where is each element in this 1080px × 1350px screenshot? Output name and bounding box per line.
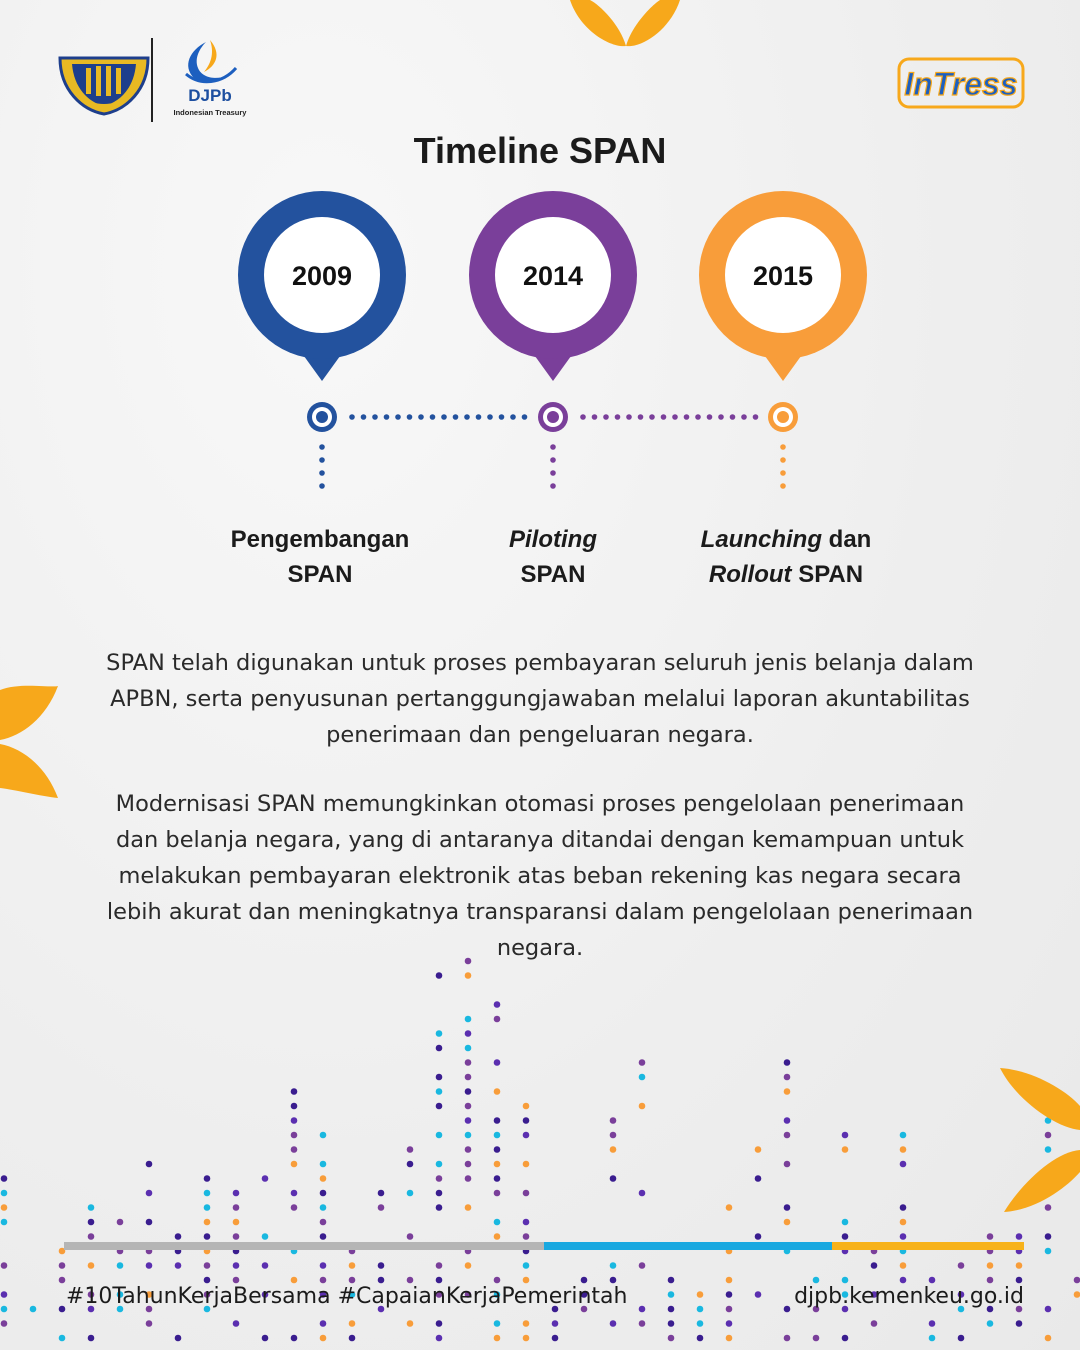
timeline-year-2015: 2015 [752, 261, 814, 291]
decor-dot [233, 1277, 240, 1284]
description-paragraph-2: Modernisasi SPAN memungkinkan otomasi proses pengelolaan penerimaan dan belanja negara, yang di antaranya ditandai dengan kemampuan untuk melakukan pembayaran elektronik atas beban rekening kas negara secara lebih akurat dan meningkatnya transparansi dalam pengelolaan penerimaan negara. [106, 791, 974, 961]
description-paragraph-1: SPAN telah digunakan untuk proses pembayaran seluruh jenis belanja dalam APBN, serta penyusunan pertanggungjawaban melalui laporan akuntabilitas penerimaan dan pengeluaran negara. [106, 650, 974, 748]
decor-dot [465, 1262, 472, 1269]
footer-bar-cyan [544, 1242, 832, 1250]
decor-dot [465, 1146, 472, 1153]
timeline-connector-dot [464, 414, 470, 420]
decor-dot [465, 1175, 472, 1182]
timeline-connector-dot [580, 414, 586, 420]
decor-dot [233, 1233, 240, 1240]
decor-dot [291, 1161, 298, 1168]
decor-dot [523, 1190, 530, 1197]
decor-dot [436, 1320, 443, 1327]
decor-dot [175, 1233, 182, 1240]
decor-dot [291, 1117, 298, 1124]
decor-dot [465, 1204, 472, 1211]
decor-dot [1045, 1306, 1052, 1313]
decor-dot [639, 1190, 646, 1197]
decor-dot [755, 1146, 762, 1153]
timeline-node-2009 [307, 402, 337, 432]
decor-dot [204, 1175, 211, 1182]
decor-dot [784, 1161, 791, 1168]
decor-dot [784, 1306, 791, 1313]
decor-dot [378, 1262, 385, 1269]
decor-dot [465, 1059, 472, 1066]
decor-dot [88, 1233, 95, 1240]
decor-dot [1074, 1277, 1080, 1284]
timeline-connector-dot [718, 414, 724, 420]
decor-dot [117, 1262, 124, 1269]
decor-dot [320, 1190, 327, 1197]
timeline-connector-dot [592, 414, 598, 420]
decor-dot [465, 1030, 472, 1037]
decor-dot [233, 1190, 240, 1197]
decor-dot [668, 1306, 675, 1313]
page-title: Timeline SPAN [413, 130, 667, 171]
decor-dot [842, 1146, 849, 1153]
decor-dot [233, 1204, 240, 1211]
decor-dot [639, 1103, 646, 1110]
timeline-node-2015 [768, 402, 798, 432]
decor-dot [842, 1132, 849, 1139]
decor-dot [291, 1088, 298, 1095]
decor-dot [987, 1262, 994, 1269]
milestone-label-2009: Pengembangan SPAN [230, 526, 410, 588]
decor-dot [436, 1204, 443, 1211]
decor-dot [204, 1277, 211, 1284]
djpb-logo-label: DJPb [188, 86, 232, 105]
decor-dot [842, 1335, 849, 1342]
decor-dot [59, 1335, 66, 1342]
decor-dot [494, 1335, 501, 1342]
decor-dot [929, 1277, 936, 1284]
timeline-dot [550, 444, 556, 450]
decor-dot [436, 1088, 443, 1095]
decor-dot [813, 1335, 820, 1342]
decor-dot [436, 1262, 443, 1269]
decor-dot [436, 1132, 443, 1139]
decor-dot [378, 1190, 385, 1197]
timeline-dot [550, 470, 556, 476]
decor-dot [175, 1262, 182, 1269]
timeline-connector-dot [707, 414, 713, 420]
decor-dot [291, 1132, 298, 1139]
decor-dot [494, 1132, 501, 1139]
decor-dot [465, 1132, 472, 1139]
decor-dot [291, 1204, 298, 1211]
timeline-connector-dot [672, 414, 678, 420]
decor-dot [494, 1059, 501, 1066]
timeline-connector-dot [430, 414, 436, 420]
timeline-pin-2009 [238, 191, 406, 381]
timeline-connector-dot [695, 414, 701, 420]
decor-dot [1, 1291, 8, 1298]
decor-dot [610, 1146, 617, 1153]
decor-dot [320, 1204, 327, 1211]
decor-dot [146, 1190, 153, 1197]
decor-dot [900, 1204, 907, 1211]
decor-dot [88, 1262, 95, 1269]
decor-dot [523, 1320, 530, 1327]
decor-dot [204, 1190, 211, 1197]
decor-dot [349, 1262, 356, 1269]
decor-dot [494, 1320, 501, 1327]
decor-dot [610, 1262, 617, 1269]
decor-dot [987, 1320, 994, 1327]
timeline-year-2014: 2014 [522, 261, 584, 291]
decor-dot [436, 972, 443, 979]
timeline-connector-dot [407, 414, 413, 420]
timeline-dot [780, 444, 786, 450]
decor-dot [523, 1117, 530, 1124]
decor-dot [291, 1103, 298, 1110]
decor-dot [668, 1335, 675, 1342]
decor-dot [900, 1219, 907, 1226]
decor-dot [349, 1335, 356, 1342]
decor-dot [900, 1262, 907, 1269]
decor-dot [378, 1204, 385, 1211]
decor-dot [523, 1262, 530, 1269]
decor-dot [30, 1306, 37, 1313]
decor-dot [726, 1277, 733, 1284]
decor-dot [436, 1074, 443, 1081]
decor-dot [755, 1175, 762, 1182]
decor-dot [610, 1320, 617, 1327]
timeline-connector-dot [510, 414, 516, 420]
decor-dot [59, 1262, 66, 1269]
decor-dot [465, 1074, 472, 1081]
leaf-right-icon [996, 1060, 1080, 1220]
decor-dot [668, 1320, 675, 1327]
decor-dot [262, 1175, 269, 1182]
timeline-dot [780, 457, 786, 463]
decor-dot [204, 1204, 211, 1211]
timeline-node-2014 [538, 402, 568, 432]
timeline-connector-dot [603, 414, 609, 420]
decor-dot [1, 1190, 8, 1197]
decor-dot [407, 1190, 414, 1197]
decor-dot [320, 1219, 327, 1226]
decor-dot [494, 1088, 501, 1095]
decor-dot [726, 1320, 733, 1327]
decor-dot [610, 1132, 617, 1139]
decor-dot [494, 1219, 501, 1226]
decor-dot [1045, 1335, 1052, 1342]
decor-dot [494, 1277, 501, 1284]
timeline-connector-dot [361, 414, 367, 420]
timeline-connector-dot [615, 414, 621, 420]
decor-dot [639, 1262, 646, 1269]
decor-dot [59, 1277, 66, 1284]
decor-dot [726, 1306, 733, 1313]
timeline-connector-dot [684, 414, 690, 420]
timeline-connector-dot [661, 414, 667, 420]
timeline-connector-dot [441, 414, 447, 420]
decor-dot [610, 1175, 617, 1182]
decor-dot [1, 1219, 8, 1226]
decor-dot [494, 1016, 501, 1023]
decor-dot [697, 1320, 704, 1327]
decor-dot [262, 1262, 269, 1269]
timeline-pin-2014 [469, 191, 637, 381]
decor-dot [88, 1335, 95, 1342]
decor-dot [291, 1146, 298, 1153]
decor-dot [465, 1103, 472, 1110]
decor-dot [1016, 1262, 1023, 1269]
decor-dot [1, 1306, 8, 1313]
decor-dot [639, 1320, 646, 1327]
decor-dot [697, 1291, 704, 1298]
decor-dot [929, 1320, 936, 1327]
decor-dot [784, 1074, 791, 1081]
decor-dot [842, 1233, 849, 1240]
intress-logo [896, 56, 1026, 110]
milestone-label-2015: Launching dan Rollout SPAN [700, 526, 872, 588]
decor-dot [552, 1335, 559, 1342]
decor-dot [1, 1204, 8, 1211]
timeline-connector-dot [453, 414, 459, 420]
decor-dot [784, 1117, 791, 1124]
decor-dot [407, 1320, 414, 1327]
timeline-dot [319, 470, 325, 476]
decor-dot [755, 1233, 762, 1240]
decor-dot [320, 1320, 327, 1327]
decor-dot [1, 1175, 8, 1182]
decor-dot [842, 1277, 849, 1284]
decor-dot [494, 1117, 501, 1124]
decor-dot [233, 1262, 240, 1269]
decor-dot [378, 1277, 385, 1284]
timeline-connector-dot [476, 414, 482, 420]
decor-dot [813, 1277, 820, 1284]
decor-dot [1074, 1291, 1080, 1298]
decor-dot [494, 1175, 501, 1182]
decor-dot [494, 1190, 501, 1197]
decor-dot [320, 1277, 327, 1284]
decor-dot [523, 1103, 530, 1110]
leaf-top-icon [560, 0, 690, 60]
decor-dot [523, 1277, 530, 1284]
decor-dot [639, 1306, 646, 1313]
timeline-connector-dot [626, 414, 632, 420]
decor-dot [929, 1335, 936, 1342]
decor-dot [291, 1335, 298, 1342]
decor-dot [639, 1074, 646, 1081]
decor-dot [436, 1103, 443, 1110]
decor-dot [436, 1161, 443, 1168]
timeline-connector-dot [487, 414, 493, 420]
decor-dot [1016, 1277, 1023, 1284]
decor-dot [320, 1233, 327, 1240]
decor-dot [349, 1277, 356, 1284]
decor-dot [523, 1219, 530, 1226]
decor-dot [726, 1291, 733, 1298]
timeline-connector-dot [730, 414, 736, 420]
decor-dot [88, 1219, 95, 1226]
decor-dot [871, 1262, 878, 1269]
timeline-connector-dot [649, 414, 655, 420]
decor-dot [407, 1146, 414, 1153]
leaf-left-icon [0, 678, 62, 806]
decor-dot [465, 1016, 472, 1023]
timeline-dot [319, 457, 325, 463]
decor-dot [755, 1291, 762, 1298]
timeline-connector-dot [372, 414, 378, 420]
timeline-dot [550, 457, 556, 463]
timeline-pin-2015 [699, 191, 867, 381]
decor-dot [175, 1335, 182, 1342]
milestone-label-2014: Piloting SPAN [509, 526, 597, 588]
timeline-dot [780, 483, 786, 489]
decor-dot [320, 1262, 327, 1269]
decor-dot [494, 1146, 501, 1153]
timeline-connector-dot [741, 414, 747, 420]
decor-dot [1, 1320, 8, 1327]
decor-dot [494, 1233, 501, 1240]
decor-dot [842, 1219, 849, 1226]
timeline-connector-dot [384, 414, 390, 420]
decor-dot [233, 1320, 240, 1327]
decor-dot [436, 1175, 443, 1182]
decor-dot [117, 1219, 124, 1226]
decor-dot [320, 1161, 327, 1168]
decor-dot [436, 1277, 443, 1284]
decor-dot [146, 1320, 153, 1327]
kemenkeu-emblem-icon [56, 50, 152, 116]
decor-dot [465, 1045, 472, 1052]
decor-dot [610, 1277, 617, 1284]
timeline-connector-dot [499, 414, 505, 420]
decor-dot [436, 1045, 443, 1052]
timeline-connector-dot [753, 414, 759, 420]
decor-dot [349, 1320, 356, 1327]
timeline-connector-dot [638, 414, 644, 420]
decor-dot [1016, 1320, 1023, 1327]
decor-dot [523, 1132, 530, 1139]
timeline-connector-dot [349, 414, 355, 420]
decor-dot [436, 1030, 443, 1037]
decor-dot [204, 1262, 211, 1269]
decor-dot [465, 1088, 472, 1095]
decor-dot [465, 972, 472, 979]
decor-dot [523, 1233, 530, 1240]
timeline-connector-dot [395, 414, 401, 420]
decor-dot [146, 1262, 153, 1269]
decor-dot [784, 1088, 791, 1095]
decor-dot [204, 1233, 211, 1240]
timeline-year-2009: 2009 [291, 261, 353, 291]
djpb-logo-icon [176, 38, 240, 88]
decor-dot [146, 1219, 153, 1226]
decor-dot [320, 1175, 327, 1182]
decor-dot [900, 1161, 907, 1168]
decor-dot [784, 1132, 791, 1139]
decor-dot [900, 1132, 907, 1139]
decor-dot [320, 1132, 327, 1139]
intress-logo-text: InTress [904, 66, 1018, 102]
decor-dot [291, 1190, 298, 1197]
decor-dot [1, 1262, 8, 1269]
decor-dot [784, 1204, 791, 1211]
footer-bar-yellow [832, 1242, 1024, 1250]
decor-dot [465, 1117, 472, 1124]
decor-dot [610, 1117, 617, 1124]
decor-dot [900, 1233, 907, 1240]
decor-dot [726, 1335, 733, 1342]
timeline-connector-dot [418, 414, 424, 420]
decor-dot [871, 1320, 878, 1327]
footer-website-link[interactable]: djpb.kemenkeu.go.id [794, 1284, 1024, 1309]
djpb-logo-subtitle: Indonesian Treasury [173, 108, 247, 117]
decor-dot [784, 1059, 791, 1066]
decor-dot [262, 1233, 269, 1240]
decor-dot [1045, 1248, 1052, 1255]
decor-dot [1016, 1233, 1023, 1240]
decor-dot [436, 1335, 443, 1342]
decor-dot [552, 1320, 559, 1327]
decor-dot [958, 1262, 965, 1269]
decor-dot [900, 1146, 907, 1153]
decor-dot [146, 1161, 153, 1168]
decor-dot [1045, 1233, 1052, 1240]
timeline-dot [780, 470, 786, 476]
decor-dot [262, 1335, 269, 1342]
decor-dot [407, 1161, 414, 1168]
decor-dot [291, 1277, 298, 1284]
decor-dot [958, 1335, 965, 1342]
decor-dot [407, 1277, 414, 1284]
footer-hashtags: #10TahunKerjaBersama #CapaianKerjaPemerintah [66, 1284, 628, 1309]
decor-dot [987, 1233, 994, 1240]
logo-divider [151, 38, 153, 122]
decor-dot [697, 1306, 704, 1313]
timeline-connector-dot [522, 414, 528, 420]
timeline-dot [550, 483, 556, 489]
decor-dot [59, 1306, 66, 1313]
decor-dot [320, 1335, 327, 1342]
decor-dot [204, 1219, 211, 1226]
decor-dot [668, 1277, 675, 1284]
decor-dot [407, 1233, 414, 1240]
decor-dot [726, 1204, 733, 1211]
decor-dot [668, 1291, 675, 1298]
decor-dot [987, 1277, 994, 1284]
decor-dot [784, 1335, 791, 1342]
decor-dot [465, 1161, 472, 1168]
decor-dot [581, 1277, 588, 1284]
decor-dot [233, 1219, 240, 1226]
decor-dot [523, 1161, 530, 1168]
decor-dot [639, 1059, 646, 1066]
decor-dot [88, 1204, 95, 1211]
decor-dot [494, 1161, 501, 1168]
footer-bar-gray [64, 1242, 544, 1250]
decor-dot [900, 1277, 907, 1284]
decor-dot [697, 1335, 704, 1342]
timeline-dot [319, 444, 325, 450]
decor-dot [784, 1219, 791, 1226]
decor-dot [523, 1335, 530, 1342]
decor-dot [436, 1190, 443, 1197]
timeline-dot [319, 483, 325, 489]
timeline-graphic [0, 190, 1080, 510]
decor-dot [494, 1001, 501, 1008]
